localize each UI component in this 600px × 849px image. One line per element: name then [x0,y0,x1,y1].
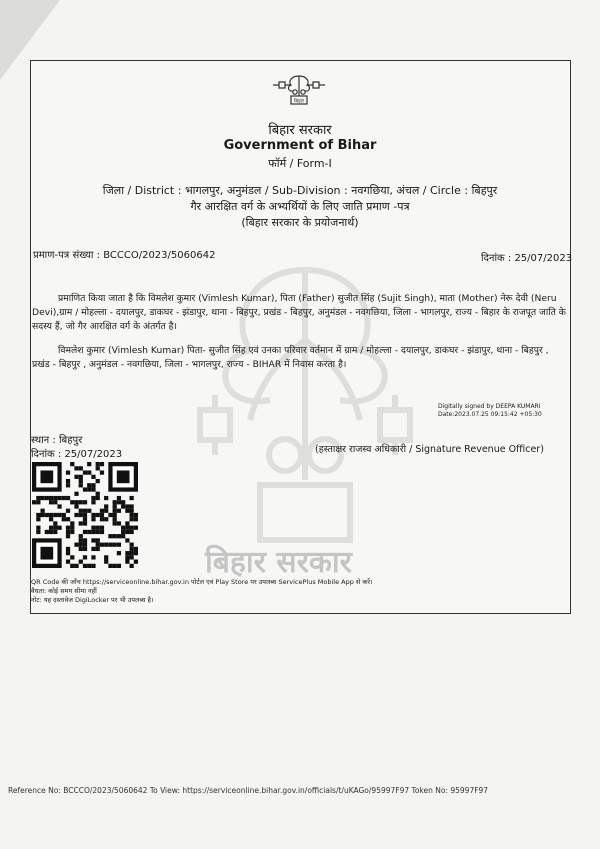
govt-title-english: Government of Bihar [223,138,377,153]
qr-code-icon [32,462,138,568]
certificate-title: गैर आरक्षित वर्ग के अभ्यर्थियों के लिए जाति प्रमाण -पत्र [190,200,410,213]
bihar-emblem [271,72,327,108]
certificate-subtitle: (बिहार सरकार के प्रयोजनार्थ) [241,216,359,229]
digital-signature-date: Date:2023.07.25 09:15:42 +05:30 [438,411,542,418]
certificate-date: दिनांक : 25/07/2023 [481,253,573,264]
place-date: दिनांक : 25/07/2023 [31,449,123,460]
place-label: स्थान : बिहपुर [31,435,83,446]
qr-verification-note: QR Code की जाँच https://serviceonline.bihar.gov.in पोर्टल एवं Play Store पर उपलब्ध ServicePlus Mobile App से करें। [31,578,373,586]
govt-title-hindi: बिहार सरकार [268,123,332,138]
certificate-body-paragraph-2: विमलेश कुमार (Vimlesh Kumar) पिता- सुजीत सिंह एवं उनका परिवार वर्तमान में ग्राम / मोहल्ला - दयालपुर, डाकघर - झंडापुर, थाना - बिहपुर , प्रखंड - बिहपुर , अनुमंडल - नवगछिया, जिला - भागलपुर, राज्य - BIHAR में निवास करता है। [32,345,549,370]
signature-officer-label: (हस्ताक्षर राजस्व अधिकारी / Signature Revenue Officer) [315,444,544,455]
digital-signature-name: Digitally signed by DEEPA KUMARI [438,403,541,410]
location-line: जिला / District : भागलपुर, अनुमंडल / Sub-Division : नवगछिया, अंचल / Circle : बिहपुर [102,184,498,197]
certificate-body-paragraph-1: प्रमाणित किया जाता है कि विमलेश कुमार (Vimlesh Kumar), पिता (Father) सुजीत सिंह (Sujit Singh), माता (Mother) नेरू देवी (Neru Devi),ग्राम / मोहल्ला - दयालपुर, डाकघर - झंडापुर, थाना - बिहपुर, प्रखंड - बिहपुर, अनुमंडल - नवगछिया, जिला - भागलपुर, राज्य - बिहार के राजपूत जाति के सदस्य हैं, जो गैर आरक्षित वर्ग के अंतर्गत है। [32,293,566,332]
validity-note: वैधता: कोई समय सीमा नहीं [31,587,97,595]
reference-footer: Reference No: BCCCO/2023/5060642 To View: https://serviceonline.bihar.gov.in/officials/t/uKAGo/95997F97 Token No: 95997F97 [8,786,489,795]
svg-text:बिहार: बिहार [293,98,305,105]
certificate-number: प्रमाण-पत्र संख्या : BCCCO/2023/5060642 [33,250,216,261]
digilocker-note: नोट: यह दस्तावेज DigiLocker पर भी उपलब्ध है। [31,596,154,604]
watermark-text: बिहार सरकार [205,545,352,580]
form-label: फॉर्म / Form-I [268,157,332,170]
